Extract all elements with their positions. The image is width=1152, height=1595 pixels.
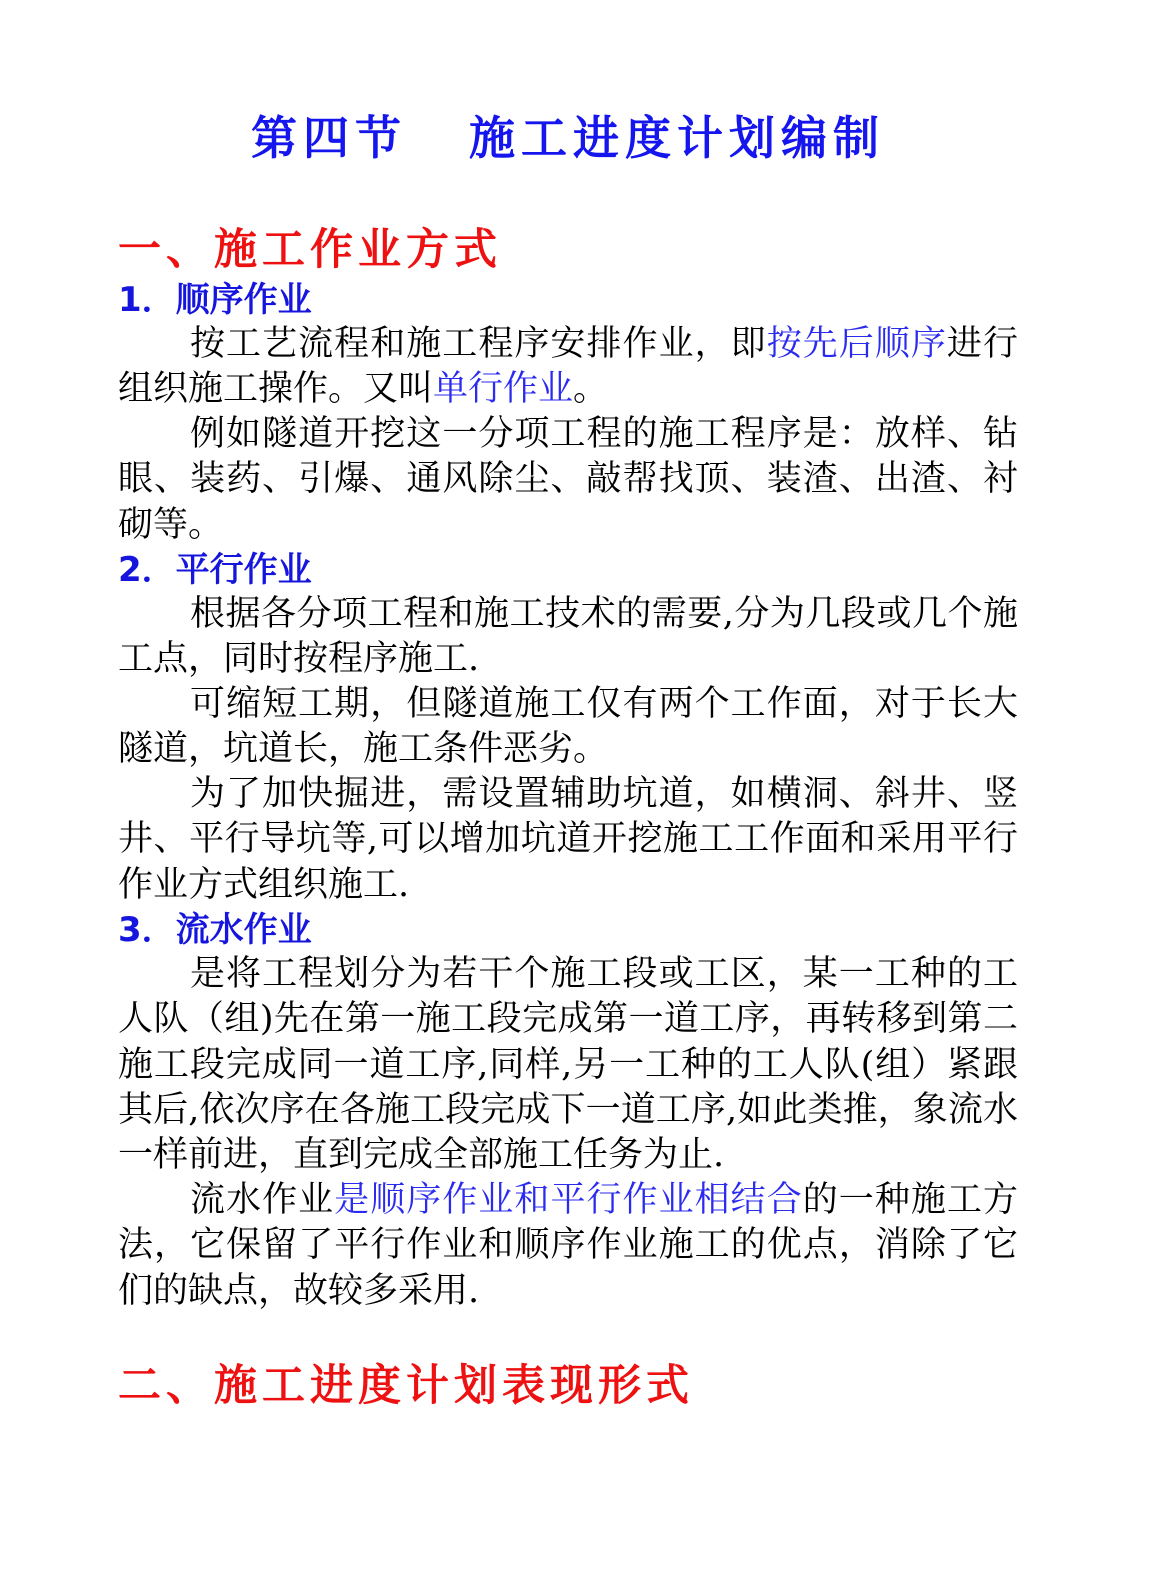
- subheading-parallel: 2．平行作业: [118, 550, 312, 590]
- section-heading-1: 一、施工作业方式: [118, 225, 502, 275]
- text-run: 为了加快掘进，需设置辅助坑道，如横洞、斜井、竖井、平行导坑等,可以增加坑道开挖施工工作面和采用平行作业方式组织施工.: [118, 774, 1018, 905]
- text-run: 进行组织施工操作。又叫: [118, 324, 1018, 410]
- text-run: 例如隧道开挖这一分项工程的施工程序是：放样、钻眼、装药、引爆、通风除尘、敲帮找顶、装渣、出渣、衬砌等。: [118, 414, 1018, 545]
- subheading-flow: 3．流水作业: [118, 910, 312, 950]
- text-run: 是将工程划分为若干个施工段或工区，某一工种的工人队（组)先在第一施工段完成第一道工序，再转移到第二施工段完成同一道工序,同样,另一工种的工人队(组）紧跟其后,依次序在各施工段完成下一道工序,如此类推，象流水一样前进，直到完成全部施工任务为止.: [118, 954, 1018, 1176]
- paragraph: [118, 322, 1018, 413]
- paragraph: [118, 412, 1018, 548]
- highlighted-term: 单行作业: [433, 369, 574, 410]
- text-run: 可缩短工期，但隧道施工仅有两个工作面，对于长大隧道，坑道长，施工条件恶劣。: [118, 684, 1018, 770]
- text-run: 。: [573, 369, 609, 410]
- paragraph: [118, 592, 1018, 683]
- paragraph: [118, 1178, 1018, 1314]
- text-run: 的一种施工方法，它保留了平行作业和顺序作业施工的优点，消除了它们的缺点，故较多采用.: [118, 1180, 1018, 1311]
- title-section-name: 施工进度计划编制: [469, 111, 885, 165]
- text-run: 根据各分项工程和施工技术的需要,分为几段或几个施工点，同时按程序施工.: [118, 594, 1018, 680]
- text-run: 按工艺流程和施工程序安排作业，即: [190, 324, 767, 364]
- section-heading-2: 二、施工进度计划表现形式: [118, 1361, 694, 1411]
- paragraph: [118, 772, 1018, 908]
- subheading-sequential: 1．顺序作业: [118, 280, 312, 320]
- title-section-number: 第四节: [251, 111, 407, 165]
- highlighted-term: 是顺序作业和平行作业相结合: [334, 1180, 803, 1220]
- paragraph: [118, 952, 1018, 1178]
- text-run: 流水作业: [190, 1180, 335, 1220]
- highlighted-term: 按先后顺序: [766, 324, 947, 364]
- page-title: [118, 108, 1018, 168]
- paragraph: [118, 682, 1018, 773]
